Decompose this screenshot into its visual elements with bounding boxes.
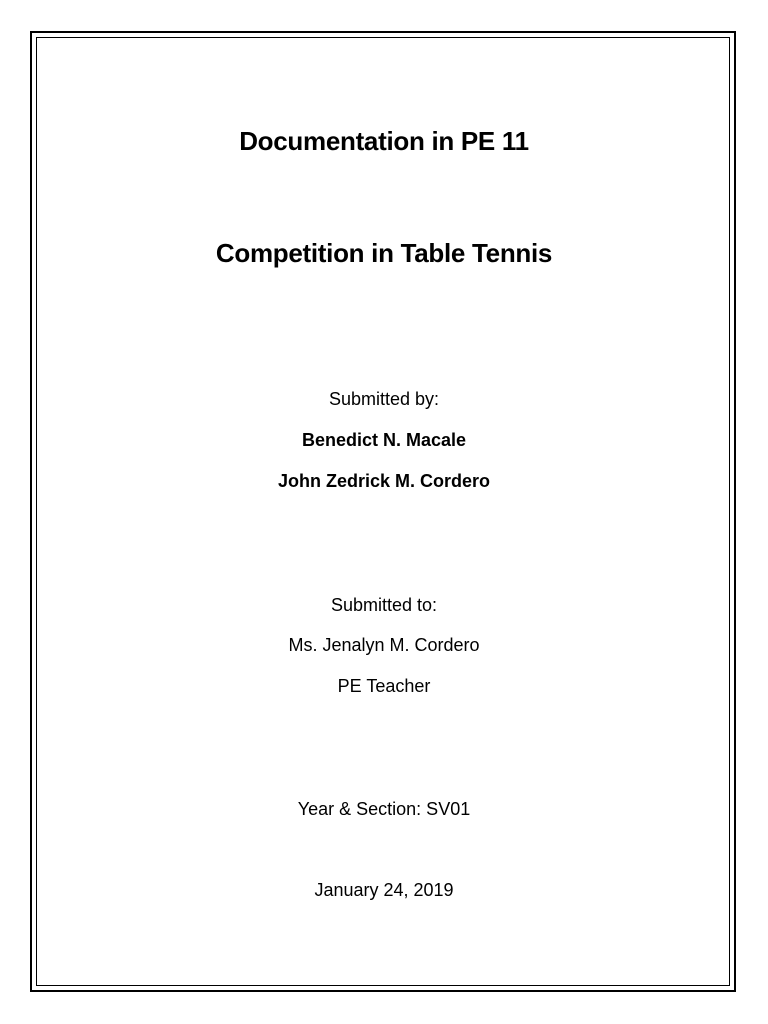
document-subtitle: Competition in Table Tennis — [215, 238, 553, 268]
document-title: Documentation in PE 11 — [239, 126, 529, 156]
page-border-inner — [36, 37, 730, 986]
author-name: Benedict N. Macale — [301, 430, 467, 450]
submitted-to-label: Submitted to: — [330, 595, 438, 615]
submitted-by-label: Submitted by: — [328, 389, 440, 409]
year-section: Year & Section: SV01 — [297, 799, 471, 819]
page-border — [30, 31, 736, 992]
submission-date: January 24, 2019 — [314, 880, 454, 900]
teacher-role: PE Teacher — [337, 676, 431, 696]
author-name: John Zedrick M. Cordero — [277, 471, 491, 491]
teacher-name: Ms. Jenalyn M. Cordero — [288, 635, 480, 655]
